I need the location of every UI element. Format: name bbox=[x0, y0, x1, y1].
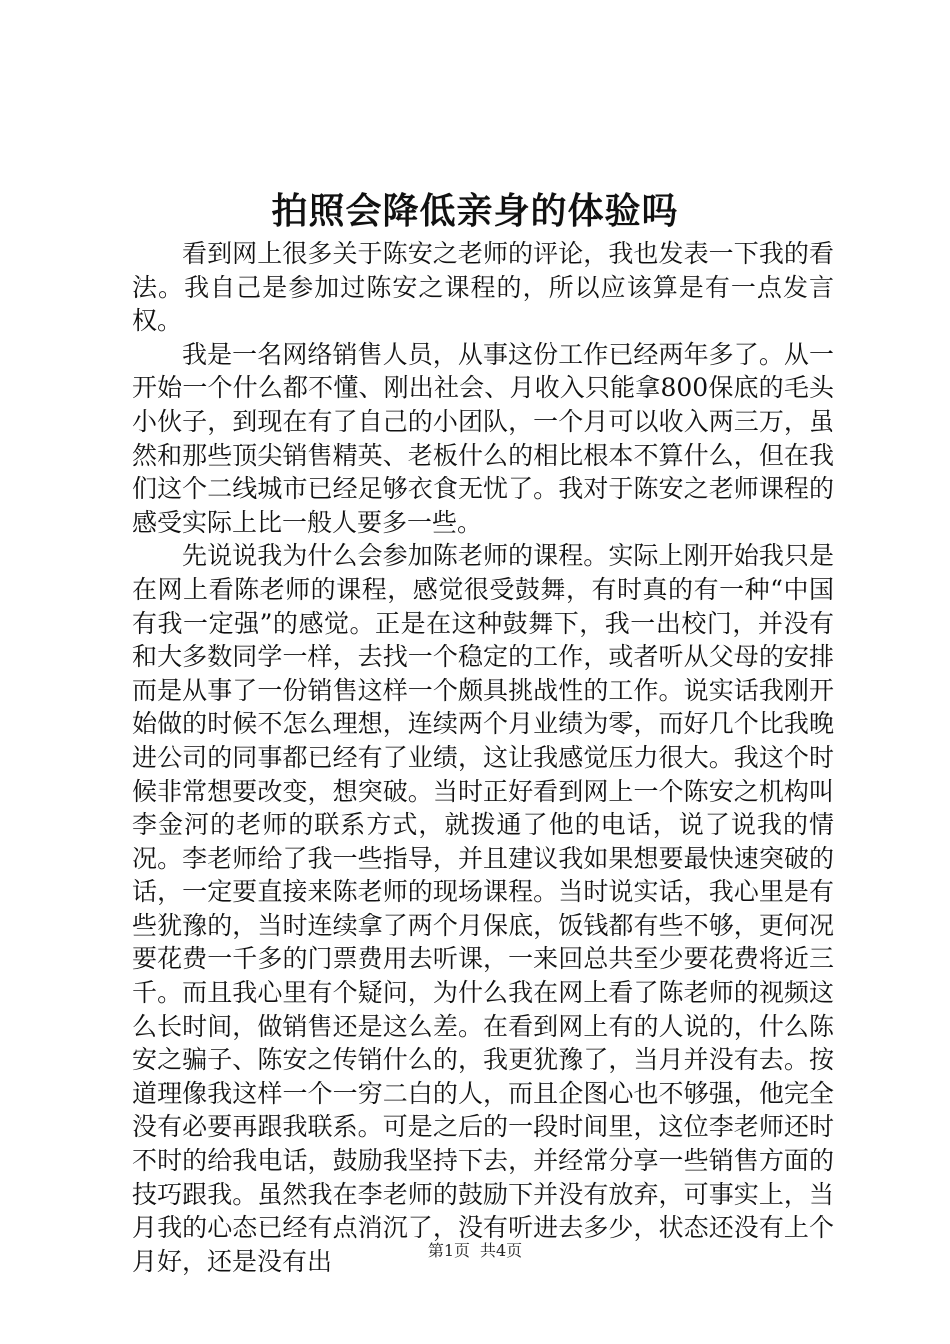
page-number: 第1页 bbox=[427, 1241, 470, 1260]
paragraph-1: 看到网上很多关于陈安之老师的评论，我也发表一下我的看法。我自己是参加过陈安之课程的，所以应该算是有一点发言权。 bbox=[132, 239, 834, 336]
paragraph-3: 先说说我为什么会参加陈老师的课程。实际上刚开始我只是在网上看陈老师的课程，感觉很受鼓舞，有时真的有一种“中国有我一定强”的感觉。正是在这种鼓舞下，我一出校门，并没有和大多数同学一样，去找一个稳定的工作，或者听从父母的安排而是从事了一份销售这样一个颇具挑战性的工作。说实话我刚开始做的时候不怎么理想，连续两个月业绩为零，而好几个比我晚进公司的同事都已经有了业绩，这让我感觉压力很大。我这个时候非常想要改变，想突破。当时正好看到网上一个陈安之机构叫李金河的老师的联系方式，就拨通了他的电话，说了说我的情况。李老师给了我一些指导，并且建议我如果想要最快速突破的话，一定要直接来陈老师的现场课程。当时说实话，我心里是有些犹豫的，当时连续拿了两个月保底，饭钱都有些不够，更何况要花费一千多的门票费用去听课，一来回总共至少要花费将近三千。而且我心里有个疑问，为什么我在网上看了陈老师的视频这么长时间，做销售还是这么差。在看到网上有的人说的，什么陈安之骗子、陈安之传销什么的，我更犹豫了，当月并没有去。按道理像我这样一个一穷二白的人，而且企图心也不够强，他完全没有必要再跟我联系。可是之后的一段时间里，这位李老师还时不时的给我电话，鼓励我坚持下去，并经常分享一些销售方面的技巧跟我。虽然我在李老师的鼓励下并没有放弃，可事实上，当月我的心态已经有点消沉了，没有听进去多少，状态还没有上个月好，还是没有出 bbox=[132, 541, 834, 1276]
document-title: 拍照会降低亲身的体验吗 bbox=[271, 190, 679, 232]
page-total: 共4页 bbox=[480, 1241, 523, 1260]
page-footer bbox=[0, 1240, 950, 1262]
paragraph-2: 我是一名网络销售人员，从事这份工作已经两年多了。从一开始一个什么都不懂、刚出社会、月收入只能拿800保底的毛头小伙子，到现在有了自己的小团队，一个月可以收入两三万，虽然和那些顶尖销售精英、老板什么的相比根本不算什么，但在我们这个二线城市已经足够衣食无忧了。我对于陈安之老师课程的感受实际上比一般人要多一些。 bbox=[132, 339, 834, 537]
document-body bbox=[132, 237, 834, 1278]
